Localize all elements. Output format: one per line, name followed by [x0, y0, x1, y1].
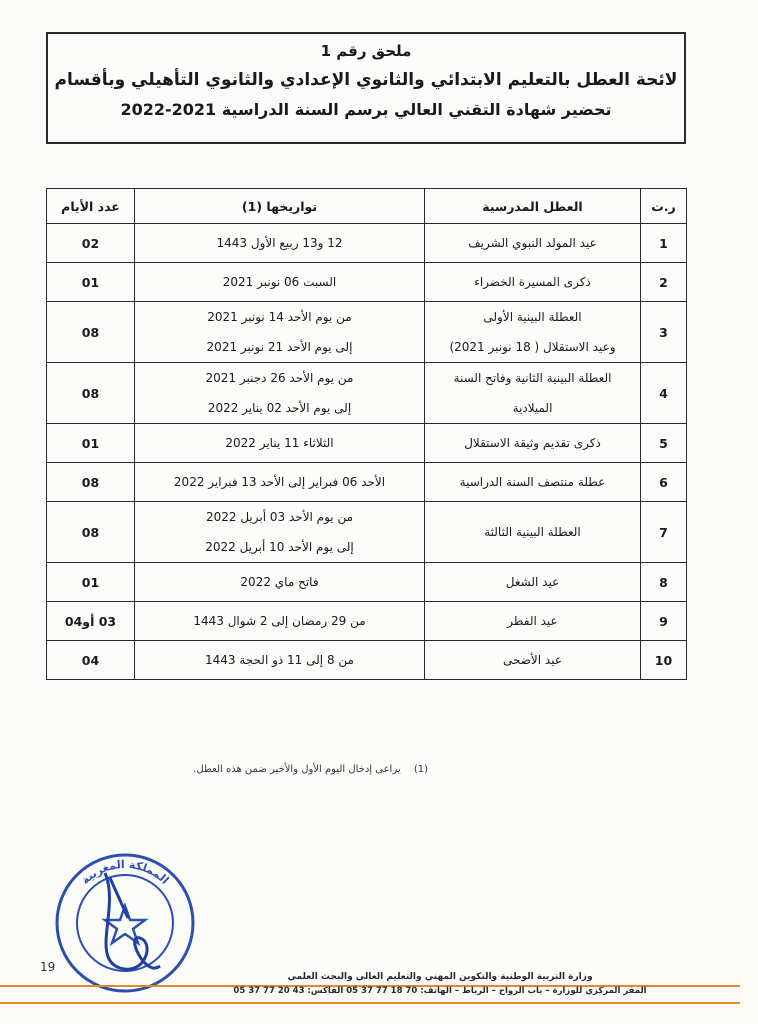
dates-text: إلى يوم الأحد 10 أبريل 2022 — [205, 540, 354, 554]
dates-text: الثلاثاء 11 يناير 2022 — [225, 436, 334, 450]
ministry-name: وزارة التربية الوطنية والتكوين المهني والتعليم العالي والبحث العلمي — [287, 972, 593, 982]
table-row — [47, 263, 687, 302]
holiday-text: العطلة البينية الأولى — [483, 310, 582, 324]
dates-text: إلى يوم الأحد 21 نونبر 2021 — [206, 340, 353, 354]
table-row — [47, 363, 687, 424]
row-num: 3 — [641, 302, 687, 363]
row-days: 01 — [47, 563, 135, 602]
table-row — [47, 302, 687, 363]
row-num: 9 — [641, 602, 687, 641]
table-row — [47, 602, 687, 641]
row-num: 2 — [641, 263, 687, 302]
dates-text: الأحد 06 فبراير إلى الأحد 13 فبراير 2022 — [173, 475, 386, 489]
row-days: 01 — [47, 263, 135, 302]
row-days: 08 — [47, 463, 135, 502]
row-num: 8 — [641, 563, 687, 602]
official-stamp-icon — [50, 848, 200, 998]
row-days: 04 — [47, 641, 135, 680]
row-dates — [135, 641, 425, 680]
row-num: 1 — [641, 224, 687, 263]
holiday-text: ذكرى المسيرة الخضراء — [474, 275, 591, 289]
row-days: 02 — [47, 224, 135, 263]
page-number: 19 — [40, 960, 56, 974]
dates-text: من يوم الأحد 26 دجنبر 2021 — [205, 371, 354, 385]
holiday-text: الميلادية — [512, 401, 553, 415]
footnote-text: يراعى إدخال اليوم الأول والأخير ضمن هذه العطل. — [193, 764, 401, 775]
table-row — [47, 463, 687, 502]
header-dates: تواريخها (1) — [135, 189, 425, 224]
stamp-text: المملكة المغربية — [78, 857, 172, 887]
annex-number: ملحق رقم 1 — [320, 42, 412, 60]
row-holiday — [425, 363, 641, 424]
holiday-text: وعيد الاستقلال ( 18 نونبر 2021) — [449, 340, 616, 354]
row-dates — [135, 302, 425, 363]
dates-text: السبت 06 نونبر 2021 — [222, 275, 337, 289]
row-dates — [135, 224, 425, 263]
dates-text: فاتح ماي 2022 — [240, 575, 319, 589]
dates-text: إلى يوم الأحد 02 يناير 2022 — [207, 401, 352, 415]
footnote-mark: (1) — [413, 764, 428, 775]
row-holiday — [425, 224, 641, 263]
holiday-text: عيد المولد النبوي الشريف — [468, 236, 597, 250]
row-holiday — [425, 463, 641, 502]
header-num: ر.ت — [641, 189, 687, 224]
row-dates — [135, 502, 425, 563]
document-subtitle: تحضير شهادة التقني العالي برسم السنة الدراسية 2021-2022 — [120, 100, 612, 119]
row-num: 4 — [641, 363, 687, 424]
row-days: 08 — [47, 302, 135, 363]
row-dates — [135, 263, 425, 302]
row-holiday — [425, 263, 641, 302]
dates-text: من يوم الأحد 03 أبريل 2022 — [205, 510, 354, 524]
holiday-text: العطلة البينية الثالثة — [484, 525, 581, 539]
footnote — [193, 764, 428, 775]
dates-text: 12 و13 ربيع الأول 1443 — [216, 236, 343, 250]
row-days: 01 — [47, 424, 135, 463]
row-days: 08 — [47, 363, 135, 424]
dates-text: من 8 إلى 11 ذو الحجة 1443 — [205, 653, 354, 667]
header-holiday: العطل المدرسية — [425, 189, 641, 224]
holiday-text: عيد الأضحى — [502, 653, 562, 667]
title-box — [46, 32, 686, 144]
row-holiday — [425, 424, 641, 463]
holiday-text: عيد الفطر — [507, 614, 558, 628]
row-num: 5 — [641, 424, 687, 463]
ministry-footer — [180, 972, 700, 996]
ministry-address: المقر المركزي للوزارة – باب الرواح – الرباط – الهاتف: 70 18 77 37 05 الفاكس: 43 20 77 37 05 — [233, 986, 647, 996]
row-dates — [135, 602, 425, 641]
table-header-row — [47, 189, 687, 224]
footer-divider — [0, 1002, 740, 1004]
holiday-text: ذكرى تقديم وثيقة الاستقلال — [464, 436, 601, 450]
row-dates — [135, 363, 425, 424]
row-num: 6 — [641, 463, 687, 502]
row-holiday — [425, 502, 641, 563]
header-days: عدد الأيام — [47, 189, 135, 224]
table-row — [47, 502, 687, 563]
row-holiday — [425, 302, 641, 363]
row-dates — [135, 463, 425, 502]
table-row — [47, 563, 687, 602]
row-days: 08 — [47, 502, 135, 563]
table-row — [47, 641, 687, 680]
row-holiday — [425, 641, 641, 680]
row-num: 10 — [641, 641, 687, 680]
holiday-text: العطلة البينية الثانية وفاتح السنة — [453, 371, 612, 385]
table-row — [47, 424, 687, 463]
holiday-text: عطلة منتصف السنة الدراسية — [459, 475, 606, 489]
row-holiday — [425, 602, 641, 641]
holidays-table — [46, 188, 687, 680]
table-row — [47, 224, 687, 263]
row-num: 7 — [641, 502, 687, 563]
holiday-text: عيد الشغل — [505, 575, 560, 589]
row-days: 03 أو04 — [47, 602, 135, 641]
row-dates — [135, 424, 425, 463]
row-dates — [135, 563, 425, 602]
row-holiday — [425, 563, 641, 602]
dates-text: من يوم الأحد 14 نونبر 2021 — [207, 310, 352, 324]
document-title: لائحة العطل بالتعليم الابتدائي والثانوي الإعدادي والثانوي التأهيلي وبأقسام — [54, 70, 678, 90]
dates-text: من 29 رمضان إلى 2 شوال 1443 — [193, 614, 366, 628]
